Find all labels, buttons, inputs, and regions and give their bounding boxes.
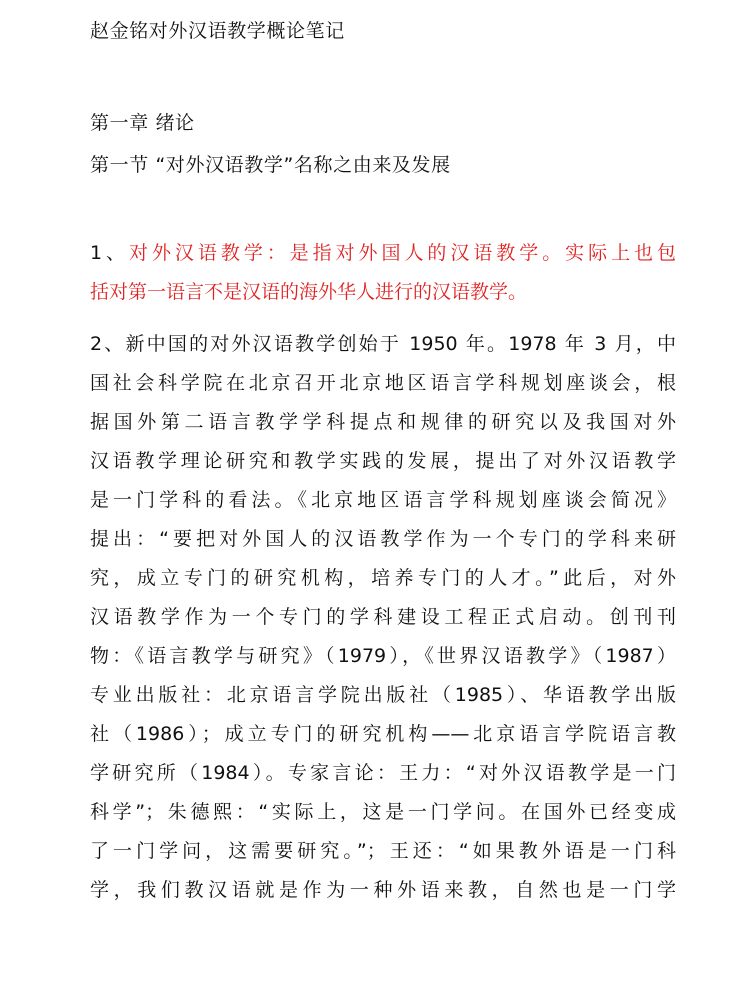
paragraph-2-line: 科学”；朱德熙：“实际上，这是一门学问。在国外已经变成 <box>90 801 676 823</box>
paragraph-1-line-1 <box>90 234 676 273</box>
document-title: 赵金铭对外汉语教学概论笔记 <box>90 20 345 42</box>
paragraph-1 <box>90 234 676 312</box>
paragraph-2-line: 究，成立专门的研究机构，培养专门的人才。”此后，对外 <box>90 567 676 589</box>
paragraph-2-line: 提出：“要把对外国人的汉语教学作为一个专门的学科来研 <box>90 528 676 550</box>
highlighted-definition-text: 对外汉语教学：是指对外国人的汉语教学。实际上也包 <box>129 242 676 264</box>
paragraph-1-number: 1、 <box>90 242 129 264</box>
paragraph-2-line: 是一门学科的看法。《北京地区语言学科规划座谈会简况》 <box>90 489 676 511</box>
section-heading: 第一节 “对外汉语教学”名称之由来及发展 <box>90 154 451 176</box>
chapter-heading: 第一章 绪论 <box>90 112 195 134</box>
paragraph-2-line: 学，我们教汉语就是作为一种外语来教，自然也是一门学 <box>90 879 676 901</box>
paragraph-2-line: 国社会科学院在北京召开北京地区语言学科规划座谈会，根 <box>90 372 676 394</box>
paragraph-2-line: 汉语教学理论研究和教学实践的发展，提出了对外汉语教学 <box>90 450 676 472</box>
paragraph-2-line: 物：《语言教学与研究》（1979），《世界汉语教学》（1987） <box>90 645 676 667</box>
paragraph-2-line: 了一门学问，这需要研究。”；王还：“如果教外语是一门科 <box>90 840 676 862</box>
paragraph-1-line-2: 括对第一语言不是汉语的海外华人进行的汉语教学。 <box>90 281 528 303</box>
paragraph-2-line: 据国外第二语言教学学科提点和规律的研究以及我国对外 <box>90 411 676 433</box>
paragraph-2-line: 2、新中国的对外汉语教学创始于 1950 年。1978 年 3 月，中 <box>90 333 676 355</box>
paragraph-2-line: 学研究所（1984）。专家言论：王力：“对外汉语教学是一门 <box>90 762 676 784</box>
paragraph-2-line: 社（1986）；成立专门的研究机构——北京语言学院语言教 <box>90 723 676 745</box>
paragraph-2-line: 专业出版社：北京语言学院出版社（1985）、华语教学出版 <box>90 684 676 706</box>
paragraph-2-line: 汉语教学作为一个专门的学科建设工程正式启动。创刊刊 <box>90 606 676 628</box>
paragraph-2 <box>90 325 676 910</box>
